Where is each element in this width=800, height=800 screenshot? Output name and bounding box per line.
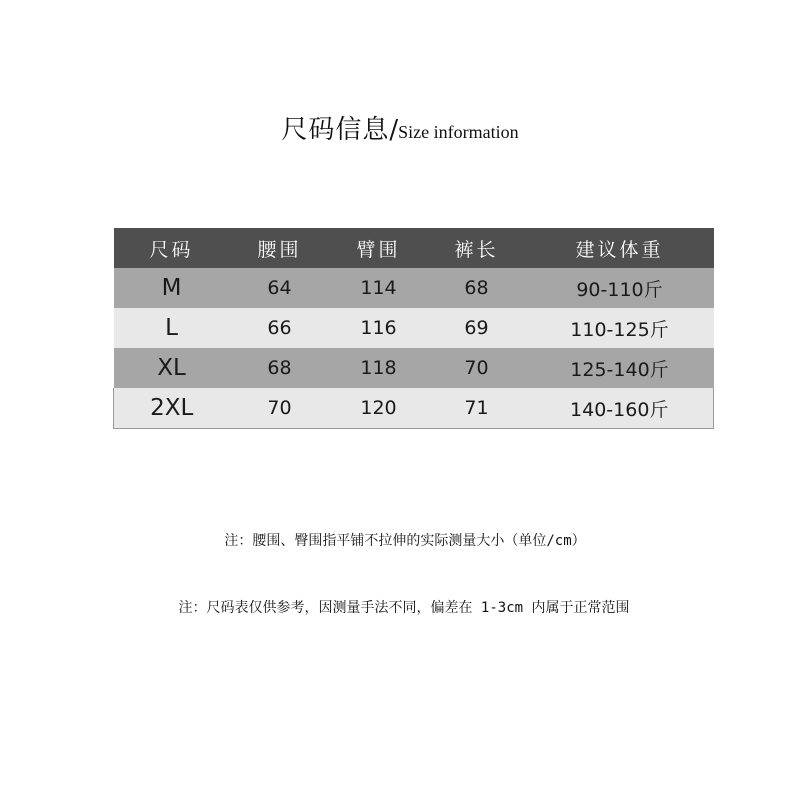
table-header-row	[114, 228, 714, 268]
cell-size: XL	[114, 348, 230, 388]
cell-hip: 116	[330, 308, 428, 348]
size-table	[113, 228, 714, 429]
cell-length: 68	[428, 268, 526, 308]
cell-length: 70	[428, 348, 526, 388]
table-row	[114, 388, 714, 429]
cell-length: 71	[428, 388, 526, 429]
header-weight: 建议体重	[526, 228, 714, 268]
cell-waist: 64	[230, 268, 330, 308]
header-length: 裤长	[428, 228, 526, 268]
table-row	[114, 348, 714, 388]
table-row	[114, 308, 714, 348]
title-english: Size information	[398, 122, 519, 142]
reference-note: 注：尺码表仅供参考，因测量手法不同，偏差在 1-3cm 内属于正常范围	[178, 600, 630, 616]
cell-size: M	[114, 268, 230, 308]
cell-size: 2XL	[114, 388, 230, 429]
cell-length: 69	[428, 308, 526, 348]
header-hip: 臂围	[330, 228, 428, 268]
title-separator: /	[389, 115, 399, 145]
cell-waist: 70	[230, 388, 330, 429]
cell-hip: 118	[330, 348, 428, 388]
measurement-note: 注：腰围、臀围指平铺不拉伸的实际测量大小（单位/cm）	[224, 533, 586, 549]
page-title	[0, 110, 800, 153]
cell-hip: 120	[330, 388, 428, 429]
cell-waist: 66	[230, 308, 330, 348]
table-row	[114, 268, 714, 308]
cell-size: L	[114, 308, 230, 348]
header-waist: 腰围	[230, 228, 330, 268]
cell-hip: 114	[330, 268, 428, 308]
cell-weight: 125-140斤	[526, 348, 714, 388]
cell-waist: 68	[230, 348, 330, 388]
header-size: 尺码	[114, 228, 230, 268]
title-chinese: 尺码信息	[281, 115, 390, 145]
cell-weight: 110-125斤	[526, 308, 714, 348]
cell-weight: 140-160斤	[526, 388, 714, 429]
cell-weight: 90-110斤	[526, 268, 714, 308]
